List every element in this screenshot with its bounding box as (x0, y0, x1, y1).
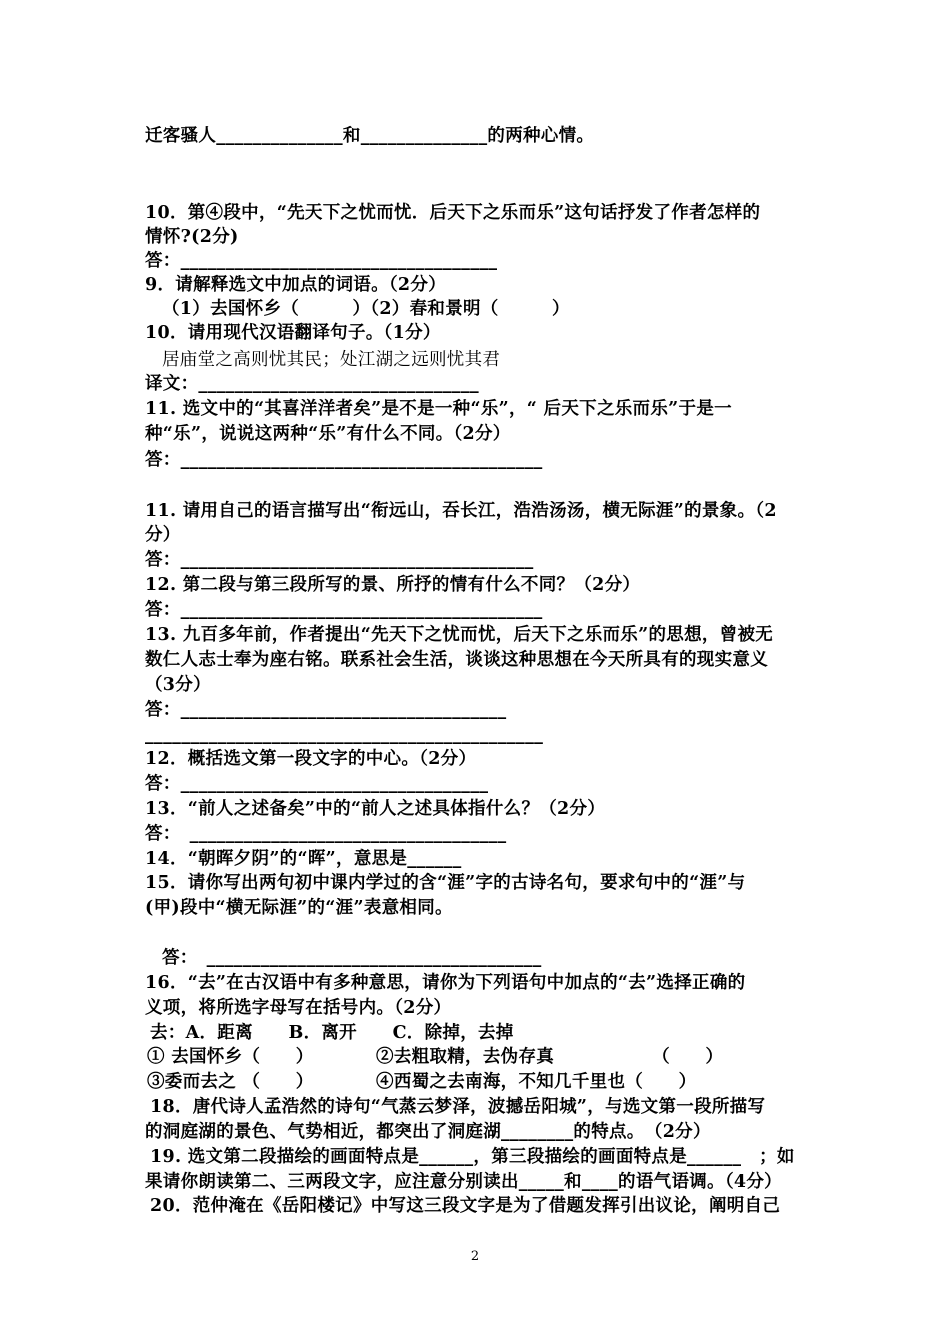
question-10-line-1: 10．第④段中，“先天下之忧而忧．后天下之乐而乐”这句话抒发了作者怎样的 (145, 203, 761, 223)
question-16-line-2: 义项，将所选字母写在括号内。（2分） (145, 998, 452, 1018)
question-10-line-2: 情怀?(2分) (145, 227, 239, 247)
question-16-options: 去：A．距离 B．离开 C．除掉，去掉 (150, 1023, 514, 1043)
question-18-line-2: 的洞庭湖的景色、气势相近，都突出了洞庭湖________的特点。 （2分） (145, 1122, 711, 1142)
question-11-line-2: 种“乐”，说说这两种“乐”有什么不同。（2分） (145, 424, 511, 444)
question-15-line-1: 15．请你写出两句初中课内学过的含“涯”字的古诗名句，要求句中的“涯”与 (145, 873, 746, 893)
question-15-line-2: (甲)段中“横无际涯”的“涯”表意相同。 (145, 898, 453, 918)
question-9-items: （1）去国怀乡（ ）（2）春和景明（ ） (162, 299, 570, 319)
question-14: 14．“朝晖夕阴”的“晖”，意思是______ (145, 849, 462, 869)
question-11-line-1: 11. 选文中的“其喜洋洋者矣”是不是一种“乐”，“ 后天下之乐而乐”于是一 (145, 399, 732, 419)
question-12: 12. 第二段与第三段所写的景、所抒的情有什么不同？（2分） (145, 575, 641, 595)
question-13-line-1: 13. 九百多年前，作者提出“先天下之忧而忧，后天下之乐而乐”的思想，曾被无 (145, 625, 774, 645)
text-line: 迁客骚人______________和______________的两种心情。 (145, 126, 595, 146)
answer-line: 答：________________________________________ (145, 600, 543, 620)
answer-line: 答：___________________________________ (145, 251, 498, 271)
question-11b-line-1: 11. 请用自己的语言描写出“衔远山，吞长江，浩浩汤汤，横无际涯”的景象。（2 (145, 501, 777, 521)
question-19-line-1: 19. 选文第二段描绘的画面特点是______，第三段描绘的画面特点是______ ；如 (150, 1147, 795, 1167)
answer-line: 答： _____________________________________ (162, 948, 542, 968)
question-9: 9．请解释选文中加点的词语。（2分） (145, 275, 447, 295)
answer-line: 答：________________________________________ (145, 450, 543, 470)
question-18-line-1: 18．唐代诗人孟浩然的诗句“气蒸云梦泽，波撼岳阳城”，与选文第一段所描写 (150, 1097, 766, 1117)
question-19-line-2: 果请你朗读第二、三两段文字，应注意分别读出_____和____的语气语调。（4分） (145, 1172, 782, 1192)
question-16-items-1: ① 去国怀乡（ ） ②去粗取精，去伪存真 （ ） (147, 1047, 724, 1067)
answer-line: 答： ___________________________________ (145, 824, 507, 844)
answer-line-continued: ____________________________________________ (145, 725, 544, 745)
translation-answer-line: 译文：_______________________________ (145, 374, 479, 394)
question-13b: 13．“前人之述备矣”中的“前人之述具体指什么？（2分） (145, 799, 606, 819)
question-16-line-1: 16．“去”在古汉语中有多种意思，请你为下列语句中加点的“去”选择正确的 (145, 973, 746, 993)
question-13-line-2: 数仁人志士奉为座右铭。联系社会生活，谈谈这种思想在今天所具有的现实意义 (145, 650, 768, 670)
page-number: 2 (470, 1249, 480, 1264)
translation-source: 居庙堂之高则忧其民；处江湖之远则忧其君 (162, 350, 501, 370)
answer-line: 答：_______________________________________ (145, 550, 534, 570)
question-11b-line-2: 分） (145, 525, 181, 545)
question-16-items-2: ③委而去之 （ ） ④西蜀之去南海，不知几千里也（ ） (147, 1072, 697, 1092)
question-12b: 12．概括选文第一段文字的中心。（2分） (145, 749, 477, 769)
answer-line: 答：__________________________________ (145, 774, 489, 794)
question-20-line-1: 20．范仲淹在《岳阳楼记》中写这三段文字是为了借题发挥引出议论，阐明自己 (150, 1196, 781, 1216)
question-13-line-3: （3分） (145, 675, 211, 695)
answer-line: 答：____________________________________ (145, 700, 507, 720)
question-10b: 10．请用现代汉语翻译句子。（1分） (145, 323, 441, 343)
